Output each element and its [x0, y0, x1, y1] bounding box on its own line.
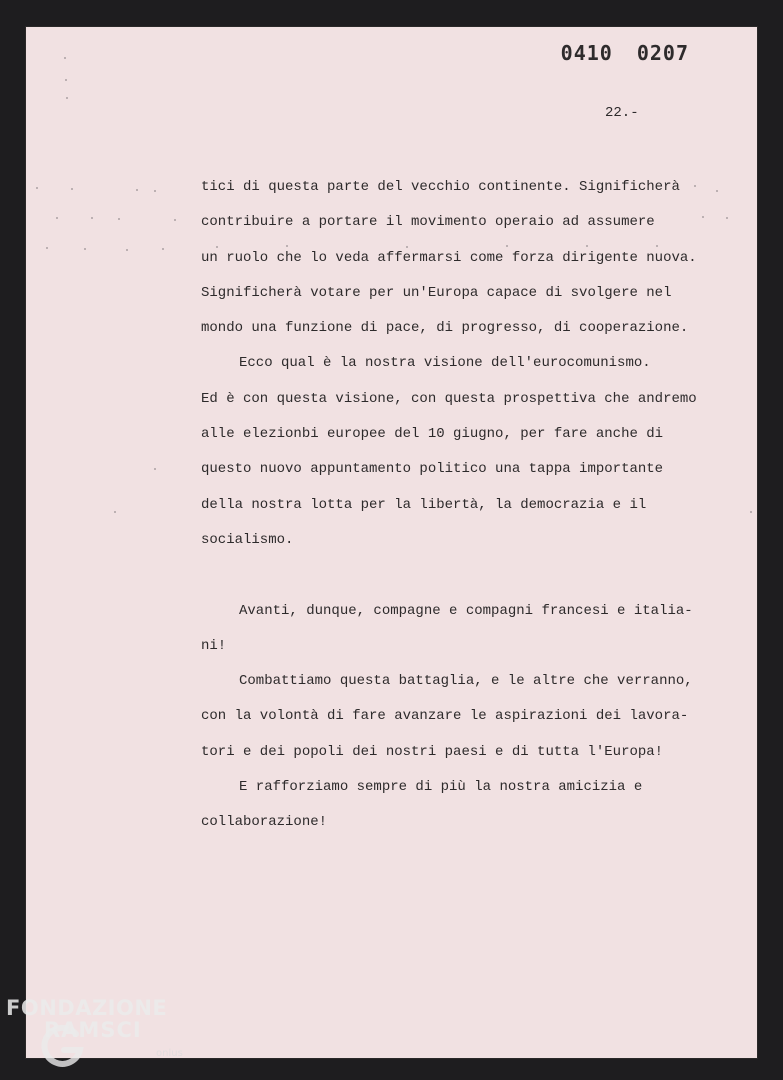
archive-code [561, 41, 689, 65]
text-line: Combattiamo questa battaglia, e le altre che verranno, [239, 673, 693, 690]
text-line: alle elezionbi europee del 10 giugno, per fare anche di [201, 426, 664, 443]
document-page [26, 27, 757, 1058]
watermark-line1: FONDAZIONE [6, 996, 168, 1020]
text-line: con la volontà di fare avanzare le aspirazioni dei lavora- [201, 708, 689, 725]
text-line: collaborazione! [201, 814, 328, 831]
text-line: Significherà votare per un'Europa capace di svolgere nel [201, 284, 672, 301]
archive-code-left: 0410 [560, 41, 613, 65]
text-line: ni! [201, 637, 227, 654]
text-line: tori e dei popoli dei nostri paesi e di tutta l'Europa! [201, 743, 664, 760]
text-line: Avanti, dunque, compagne e compagni francesi e italia- [239, 602, 693, 619]
text-line: Ed è con questa visione, con questa prospettiva che andremo [201, 390, 697, 407]
text-line: questo nuovo appuntamento politico una tappa importante [201, 461, 664, 478]
archive-code-right: 0207 [636, 41, 689, 65]
text-line: della nostra lotta per la libertà, la democrazia e il [201, 496, 647, 513]
text-line: contribuire a portare il movimento operaio ad assumere [201, 214, 655, 231]
text-line: tici di questa parte del vecchio continente. Significherà [201, 179, 680, 195]
watermark-suffix: onlus [156, 1048, 183, 1059]
text-line: mondo una funzione di pace, di progresso, di cooperazione. [201, 320, 689, 337]
page-number: 22.- [605, 105, 639, 121]
paragraph-gap [201, 564, 671, 599]
text-line: un ruolo che lo veda affermarsi come forza dirigente nuova. [201, 249, 697, 266]
letter-text [201, 176, 697, 847]
text-line: Ecco qual è la nostra visione dell'eurocomunismo. [239, 355, 651, 372]
watermark-line2: RAMSCI [44, 1018, 142, 1042]
text-line: E rafforziamo sempre di più la nostra amicizia e [239, 779, 643, 796]
text-line: socialismo. [201, 531, 294, 548]
